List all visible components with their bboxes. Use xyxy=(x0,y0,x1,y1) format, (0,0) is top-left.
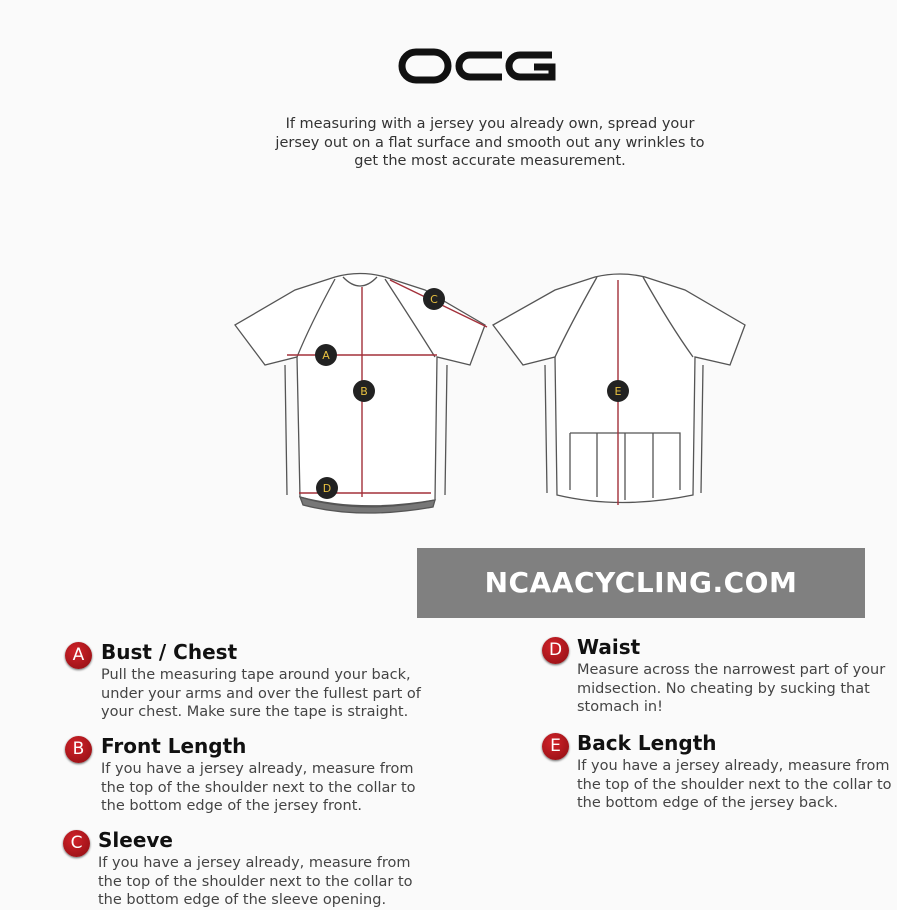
diagram-label-d: D xyxy=(322,482,332,495)
badge-b-icon: B xyxy=(65,736,92,763)
section-title: Front Length xyxy=(101,734,247,758)
section-body: If you have a jersey already, measure from the top of the shoulder next to the collar to the bottom edge of the jersey front. xyxy=(101,761,416,814)
diagram-label-a: A xyxy=(322,349,330,362)
jersey-diagram xyxy=(225,265,755,520)
diagram-label-e: E xyxy=(614,385,622,398)
diagram-label-b: B xyxy=(360,385,368,398)
badge-e-icon: E xyxy=(542,733,569,760)
section-title: Sleeve xyxy=(98,828,173,852)
section-title: Waist xyxy=(577,635,641,659)
badge-c-icon: C xyxy=(63,830,90,857)
diagram-label-c: C xyxy=(430,293,438,306)
intro-line: If measuring with a jersey you already own, spread your xyxy=(285,116,695,132)
badge-d-icon: D xyxy=(542,637,569,664)
watermark: NCAACYCLING.COM xyxy=(417,548,865,618)
section-title: Bust / Chest xyxy=(101,640,238,664)
section-title: Back Length xyxy=(577,731,717,755)
intro-line: get the most accurate measurement. xyxy=(354,153,626,169)
ocg-logo xyxy=(398,48,558,84)
badge-a-icon: A xyxy=(65,642,92,669)
intro-line: jersey out on a flat surface and smooth out any wrinkles to xyxy=(275,134,705,151)
intro-text xyxy=(240,115,740,171)
section-body: Measure across the narrowest part of your midsection. No cheating by sucking that stomach in! xyxy=(577,662,886,715)
section-body: If you have a jersey already, measure from the top of the shoulder next to the collar to the bottom edge of the sleeve opening. xyxy=(98,855,413,908)
section-body: Pull the measuring tape around your back, under your arms and over the fullest part of your chest. Make sure the tape is straight. xyxy=(101,667,421,720)
section-body: If you have a jersey already, measure from the top of the shoulder next to the collar to the bottom edge of the jersey back. xyxy=(577,758,892,811)
